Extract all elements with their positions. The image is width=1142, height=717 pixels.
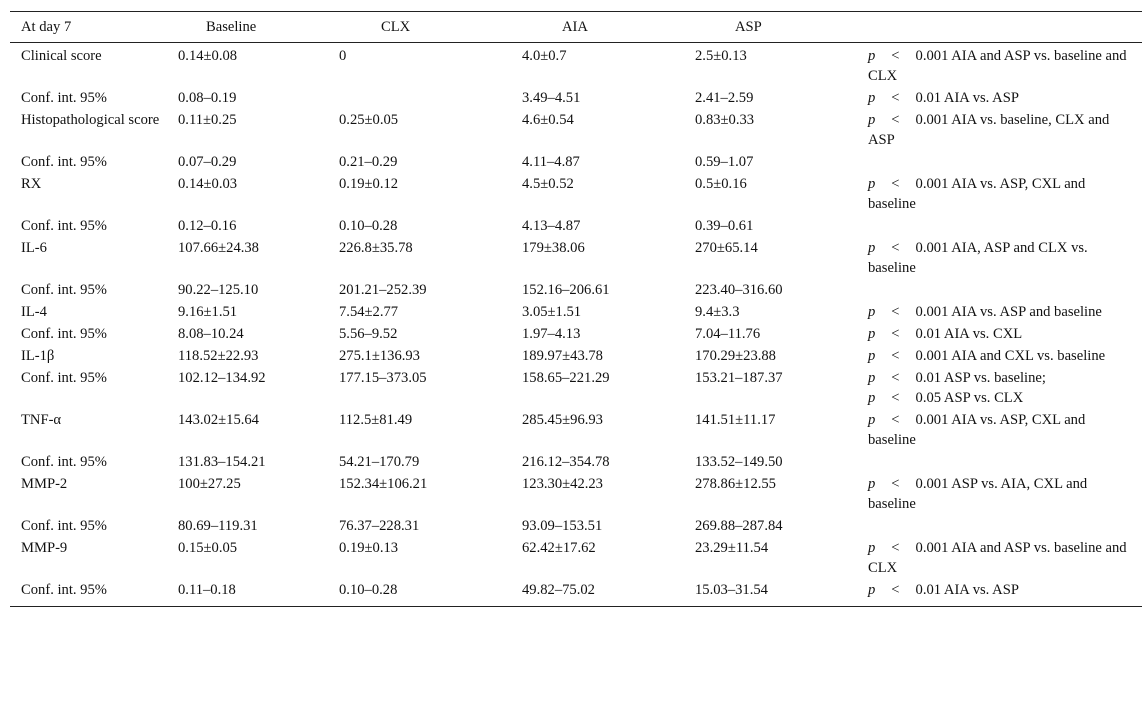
table-row xyxy=(10,367,1142,409)
p-value-statement xyxy=(868,176,1085,212)
cell-asp: 9.4±3.3 xyxy=(695,304,740,320)
p-symbol: p xyxy=(868,304,876,320)
row-label: Conf. int. 95% xyxy=(21,218,107,234)
p-symbol: p xyxy=(868,540,876,556)
p-text: 0.001 ASP vs. AIA, CXL and baseline xyxy=(868,476,1088,512)
row-label: Clinical score xyxy=(21,48,102,64)
cell-clx: 226.8±35.78 xyxy=(339,240,413,256)
cell-clx: 275.1±136.93 xyxy=(339,348,420,364)
p-text: 0.001 AIA and ASP vs. baseline and CLX xyxy=(868,540,1127,576)
cell-p-value xyxy=(868,151,1142,173)
cell-asp: 2.41–2.59 xyxy=(695,90,754,106)
table-row xyxy=(10,215,1142,237)
cell-baseline: 90.22–125.10 xyxy=(178,282,259,298)
results-table xyxy=(10,11,1142,607)
cell-p-value xyxy=(868,367,1142,409)
cell-baseline: 0.08–0.19 xyxy=(178,90,237,106)
row-label: Histopathological score xyxy=(21,112,160,128)
p-value-statement xyxy=(868,304,1102,320)
table-row xyxy=(10,409,1142,451)
p-operator: < xyxy=(891,582,900,598)
cell-aia: 3.05±1.51 xyxy=(522,304,582,320)
p-text: 0.001 AIA vs. ASP, CXL and baseline xyxy=(868,412,1086,448)
cell-clx: 54.21–170.79 xyxy=(339,454,420,470)
cell-p-value xyxy=(868,215,1142,237)
p-operator: < xyxy=(891,412,900,428)
cell-asp: 269.88–287.84 xyxy=(695,518,783,534)
cell-p-value xyxy=(868,301,1142,323)
cell-clx: 201.21–252.39 xyxy=(339,282,427,298)
p-value-statement xyxy=(868,48,1127,84)
cell-clx: 76.37–228.31 xyxy=(339,518,420,534)
p-value-statement xyxy=(868,390,1023,406)
cell-asp: 170.29±23.88 xyxy=(695,348,776,364)
cell-p-value xyxy=(868,579,1142,607)
table-row xyxy=(10,537,1142,579)
row-label: MMP-9 xyxy=(21,540,68,556)
cell-clx: 0.25±0.05 xyxy=(339,112,399,128)
row-label: TNF-α xyxy=(21,412,62,428)
cell-aia: 1.97–4.13 xyxy=(522,326,581,342)
cell-aia: 4.5±0.52 xyxy=(522,176,574,192)
cell-aia: 62.42±17.62 xyxy=(522,540,596,556)
p-symbol: p xyxy=(868,390,876,406)
cell-aia: 152.16–206.61 xyxy=(522,282,610,298)
cell-aia: 49.82–75.02 xyxy=(522,582,595,598)
cell-p-value xyxy=(868,473,1142,515)
cell-asp: 0.5±0.16 xyxy=(695,176,747,192)
p-text: 0.01 AIA vs. ASP xyxy=(915,90,1019,106)
cell-baseline: 0.14±0.03 xyxy=(178,176,238,192)
p-value-statement xyxy=(868,412,1085,448)
cell-aia: 4.13–4.87 xyxy=(522,218,581,234)
cell-baseline: 9.16±1.51 xyxy=(178,304,238,320)
row-label: Conf. int. 95% xyxy=(21,326,107,342)
cell-aia: 4.6±0.54 xyxy=(522,112,574,128)
cell-aia: 93.09–153.51 xyxy=(522,518,603,534)
cell-clx: 0 xyxy=(339,48,347,64)
row-label: RX xyxy=(21,176,42,192)
table-row xyxy=(10,279,1142,301)
cell-aia: 158.65–221.29 xyxy=(522,370,610,386)
cell-clx: 0.19±0.12 xyxy=(339,176,399,192)
cell-aia: 3.49–4.51 xyxy=(522,90,581,106)
cell-asp: 153.21–187.37 xyxy=(695,370,783,386)
cell-aia: 189.97±43.78 xyxy=(522,348,603,364)
cell-asp: 141.51±11.17 xyxy=(695,412,776,428)
cell-asp: 278.86±12.55 xyxy=(695,476,776,492)
row-label: MMP-2 xyxy=(21,476,68,492)
cell-baseline: 143.02±15.64 xyxy=(178,412,259,428)
p-value-statement xyxy=(868,90,1019,106)
cell-asp: 0.39–0.61 xyxy=(695,218,754,234)
row-label: Conf. int. 95% xyxy=(21,454,107,470)
p-value-statement xyxy=(868,240,1088,276)
cell-baseline: 102.12–134.92 xyxy=(178,370,266,386)
header-at-day-7: At day 7 xyxy=(21,19,72,35)
cell-baseline: 118.52±22.93 xyxy=(178,348,259,364)
cell-p-value xyxy=(868,409,1142,451)
header-p-value xyxy=(868,12,1142,43)
table-row xyxy=(10,237,1142,279)
p-operator: < xyxy=(891,390,900,406)
p-symbol: p xyxy=(868,48,876,64)
cell-baseline: 131.83–154.21 xyxy=(178,454,266,470)
p-symbol: p xyxy=(868,582,876,598)
row-label: IL-1β xyxy=(21,348,55,364)
p-text: 0.001 AIA and ASP vs. baseline and CLX xyxy=(868,48,1127,84)
table-row xyxy=(10,515,1142,537)
cell-aia: 216.12–354.78 xyxy=(522,454,610,470)
table-row xyxy=(10,451,1142,473)
header-clx: CLX xyxy=(381,19,411,35)
cell-asp: 15.03–31.54 xyxy=(695,582,768,598)
cell-p-value xyxy=(868,87,1142,109)
p-symbol: p xyxy=(868,112,876,128)
p-operator: < xyxy=(891,540,900,556)
cell-p-value xyxy=(868,515,1142,537)
p-operator: < xyxy=(891,370,900,386)
header-asp: ASP xyxy=(735,19,762,35)
table-row xyxy=(10,579,1142,607)
cell-p-value xyxy=(868,323,1142,345)
row-label: Conf. int. 95% xyxy=(21,370,107,386)
table-row xyxy=(10,43,1142,88)
cell-clx xyxy=(339,87,522,109)
row-label: IL-4 xyxy=(21,304,47,320)
cell-asp: 2.5±0.13 xyxy=(695,48,747,64)
p-text: 0.05 ASP vs. CLX xyxy=(915,390,1024,406)
p-value-statement xyxy=(868,370,1046,386)
cell-clx: 0.21–0.29 xyxy=(339,154,398,170)
row-label: Conf. int. 95% xyxy=(21,282,107,298)
cell-p-value xyxy=(868,43,1142,88)
p-operator: < xyxy=(891,326,900,342)
cell-baseline: 0.07–0.29 xyxy=(178,154,237,170)
table-header-row xyxy=(10,12,1142,43)
cell-asp: 223.40–316.60 xyxy=(695,282,783,298)
row-label: Conf. int. 95% xyxy=(21,582,107,598)
p-operator: < xyxy=(891,240,900,256)
cell-baseline: 107.66±24.38 xyxy=(178,240,259,256)
p-text: 0.001 AIA and CXL vs. baseline xyxy=(915,348,1106,364)
p-symbol: p xyxy=(868,476,876,492)
cell-clx: 0.19±0.13 xyxy=(339,540,399,556)
cell-p-value xyxy=(868,537,1142,579)
cell-baseline: 0.11±0.25 xyxy=(178,112,237,128)
cell-clx: 112.5±81.49 xyxy=(339,412,413,428)
cell-aia: 123.30±42.23 xyxy=(522,476,603,492)
cell-p-value xyxy=(868,279,1142,301)
cell-aia: 179±38.06 xyxy=(522,240,585,256)
cell-p-value xyxy=(868,345,1142,367)
p-symbol: p xyxy=(868,326,876,342)
cell-aia: 4.11–4.87 xyxy=(522,154,580,170)
cell-p-value xyxy=(868,109,1142,151)
row-label: Conf. int. 95% xyxy=(21,154,107,170)
cell-baseline: 0.14±0.08 xyxy=(178,48,238,64)
p-symbol: p xyxy=(868,412,876,428)
cell-asp: 133.52–149.50 xyxy=(695,454,783,470)
cell-clx: 0.10–0.28 xyxy=(339,582,398,598)
p-value-statement xyxy=(868,476,1087,512)
cell-baseline: 0.11–0.18 xyxy=(178,582,236,598)
p-operator: < xyxy=(891,348,900,364)
p-symbol: p xyxy=(868,240,876,256)
table-row xyxy=(10,151,1142,173)
p-value-statement xyxy=(868,540,1127,576)
cell-baseline: 100±27.25 xyxy=(178,476,241,492)
table-row xyxy=(10,473,1142,515)
cell-aia: 285.45±96.93 xyxy=(522,412,603,428)
row-label: Conf. int. 95% xyxy=(21,90,107,106)
p-value-statement xyxy=(868,326,1022,342)
table-row xyxy=(10,173,1142,215)
table-row xyxy=(10,109,1142,151)
cell-asp: 0.59–1.07 xyxy=(695,154,754,170)
p-text: 0.01 AIA vs. CXL xyxy=(915,326,1023,342)
table-row xyxy=(10,323,1142,345)
p-symbol: p xyxy=(868,348,876,364)
cell-asp: 7.04–11.76 xyxy=(695,326,761,342)
p-value-statement xyxy=(868,582,1019,598)
cell-asp: 270±65.14 xyxy=(695,240,758,256)
cell-p-value xyxy=(868,237,1142,279)
cell-asp: 23.29±11.54 xyxy=(695,540,769,556)
cell-clx: 177.15–373.05 xyxy=(339,370,427,386)
p-text: 0.01 AIA vs. ASP xyxy=(915,582,1019,598)
cell-baseline: 80.69–119.31 xyxy=(178,518,258,534)
cell-clx: 7.54±2.77 xyxy=(339,304,399,320)
header-aia: AIA xyxy=(562,19,588,35)
p-text: 0.001 AIA vs. ASP and baseline xyxy=(915,304,1102,320)
p-symbol: p xyxy=(868,176,876,192)
table-row xyxy=(10,345,1142,367)
table-row xyxy=(10,301,1142,323)
row-label: IL-6 xyxy=(21,240,47,256)
table-row xyxy=(10,87,1142,109)
p-value-statement xyxy=(868,348,1105,364)
p-text: 0.001 AIA, ASP and CLX vs. baseline xyxy=(868,240,1088,276)
p-operator: < xyxy=(891,304,900,320)
p-symbol: p xyxy=(868,90,876,106)
cell-baseline: 8.08–10.24 xyxy=(178,326,244,342)
cell-baseline: 0.12–0.16 xyxy=(178,218,237,234)
cell-baseline: 0.15±0.05 xyxy=(178,540,238,556)
p-text: 0.001 AIA vs. ASP, CXL and baseline xyxy=(868,176,1086,212)
p-operator: < xyxy=(891,176,900,192)
p-operator: < xyxy=(891,112,900,128)
cell-asp: 0.83±0.33 xyxy=(695,112,755,128)
p-text: 0.001 AIA vs. baseline, CLX and ASP xyxy=(868,112,1110,148)
p-value-statement xyxy=(868,112,1109,148)
cell-aia: 4.0±0.7 xyxy=(522,48,567,64)
cell-p-value xyxy=(868,173,1142,215)
table-body xyxy=(10,43,1142,607)
p-operator: < xyxy=(891,48,900,64)
cell-clx: 152.34±106.21 xyxy=(339,476,428,492)
p-text: 0.01 ASP vs. baseline; xyxy=(915,370,1046,386)
p-operator: < xyxy=(891,476,900,492)
cell-clx: 0.10–0.28 xyxy=(339,218,398,234)
data-table-container xyxy=(10,11,1127,607)
header-baseline: Baseline xyxy=(206,19,257,35)
cell-clx: 5.56–9.52 xyxy=(339,326,398,342)
p-symbol: p xyxy=(868,370,876,386)
cell-p-value xyxy=(868,451,1142,473)
p-operator: < xyxy=(891,90,900,106)
row-label: Conf. int. 95% xyxy=(21,518,107,534)
